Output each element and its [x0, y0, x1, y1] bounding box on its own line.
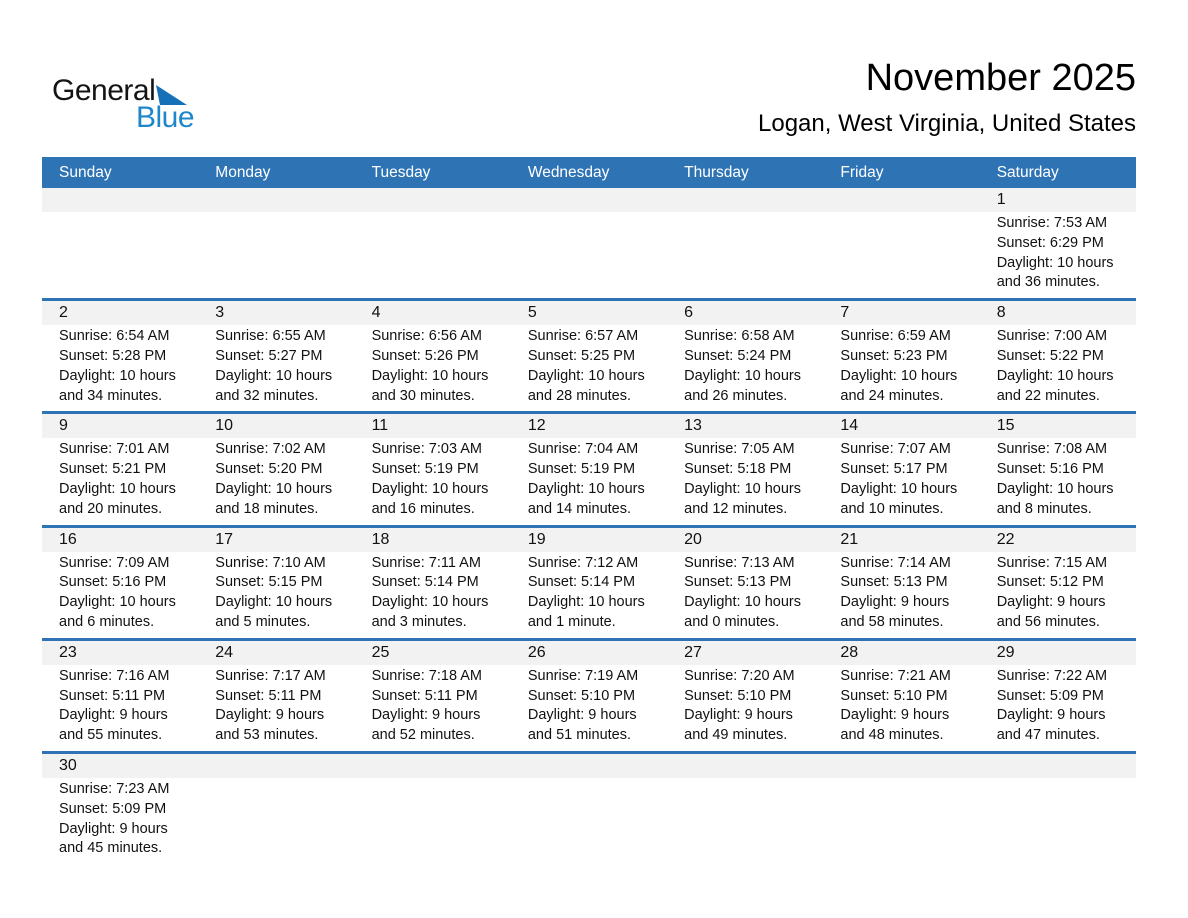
sunrise-text: Sunrise: 7:05 AM: [684, 441, 795, 458]
day-number: [198, 754, 354, 778]
daylight-text-line1: Daylight: 10 hours: [59, 594, 176, 611]
sunset-text: Sunset: 5:14 PM: [527, 574, 636, 591]
day-number: [42, 188, 198, 212]
day-cell: [42, 325, 198, 411]
daylight-text-line1: Daylight: 10 hours: [840, 367, 958, 384]
daylight-text-line2: and 16 minutes.: [371, 500, 475, 517]
day-number: [355, 754, 511, 778]
daylight-text-line2: and 56 minutes.: [996, 613, 1100, 630]
day-cell: [667, 552, 823, 638]
calendar-weeks: [42, 188, 1136, 864]
day-number: 21: [840, 530, 859, 548]
daylight-text-line2: and 48 minutes.: [840, 727, 944, 744]
sunset-text: Sunset: 5:20 PM: [215, 461, 323, 478]
day-number: 15: [996, 417, 1015, 435]
daylight-text-line1: Daylight: 10 hours: [215, 367, 333, 384]
day-cell: [42, 778, 198, 864]
daylight-text-line1: Daylight: 10 hours: [684, 480, 801, 497]
sunrise-text: Sunrise: 7:10 AM: [215, 554, 326, 571]
empty-day-cell: [667, 778, 823, 864]
sunset-text: Sunset: 5:23 PM: [840, 347, 948, 364]
location-subtitle: Logan, West Virginia, United States: [758, 109, 1136, 137]
daylight-text-line1: Daylight: 10 hours: [684, 367, 801, 384]
daylight-text-line2: and 18 minutes.: [215, 500, 319, 517]
sunrise-text: Sunrise: 7:22 AM: [996, 667, 1108, 684]
daylight-text-line2: and 28 minutes.: [527, 387, 632, 404]
sunrise-text: Sunrise: 6:59 AM: [840, 328, 951, 345]
empty-day-cell: [511, 212, 667, 298]
day-number: 29: [996, 643, 1015, 661]
weekday-wednesday: Wednesday: [527, 163, 610, 181]
day-number: 10: [215, 417, 234, 435]
sunset-text: Sunset: 5:19 PM: [527, 461, 636, 478]
day-cell: [511, 438, 667, 524]
daylight-text-line1: Daylight: 10 hours: [527, 594, 645, 611]
empty-day-cell: [980, 778, 1136, 864]
day-cell: [823, 552, 979, 638]
daylight-text-line2: and 55 minutes.: [59, 727, 163, 744]
sunrise-text: Sunrise: 7:11 AM: [371, 554, 481, 571]
daylight-text-line2: and 14 minutes.: [527, 500, 632, 517]
day-number: 25: [371, 643, 390, 661]
daylight-text-line2: and 58 minutes.: [840, 613, 944, 630]
sunrise-text: Sunrise: 7:00 AM: [996, 328, 1108, 345]
day-number: 4: [371, 304, 381, 322]
month-title: November 2025: [865, 57, 1136, 99]
day-cell: [980, 438, 1136, 524]
day-cell: [42, 665, 198, 751]
date-number-band: [42, 188, 1136, 212]
sunrise-text: Sunrise: 7:03 AM: [371, 441, 482, 458]
daylight-text-line1: Daylight: 10 hours: [215, 480, 333, 497]
day-cell: [355, 552, 511, 638]
day-number: 23: [59, 643, 77, 661]
sunset-text: Sunset: 5:09 PM: [996, 687, 1104, 704]
sunrise-text: Sunrise: 6:58 AM: [684, 328, 795, 345]
sunrise-text: Sunrise: 7:18 AM: [371, 667, 482, 684]
sunrise-text: Sunrise: 7:19 AM: [527, 667, 639, 684]
weekday-saturday: Saturday: [996, 163, 1059, 181]
day-cell: [198, 438, 354, 524]
day-cell: [667, 438, 823, 524]
day-number: 20: [684, 530, 702, 548]
sunset-text: Sunset: 5:24 PM: [684, 347, 792, 364]
sunrise-text: Sunrise: 7:09 AM: [59, 554, 170, 571]
sunset-text: Sunset: 5:19 PM: [371, 461, 479, 478]
daylight-text-line1: Daylight: 9 hours: [840, 707, 950, 724]
day-details-row: [42, 212, 1136, 298]
sunset-text: Sunset: 5:15 PM: [215, 574, 323, 591]
general-blue-logo: [52, 74, 194, 135]
day-cell: [511, 665, 667, 751]
sunset-text: Sunset: 5:10 PM: [684, 687, 792, 704]
sunrise-text: Sunrise: 7:21 AM: [840, 667, 951, 684]
sunset-text: Sunset: 5:10 PM: [527, 687, 636, 704]
day-cell: [42, 552, 198, 638]
sunrise-text: Sunrise: 7:04 AM: [527, 441, 639, 458]
sunset-text: Sunset: 6:29 PM: [996, 234, 1104, 251]
weekday-friday: Friday: [840, 163, 884, 181]
day-number: 17: [215, 530, 234, 548]
week-row: [42, 528, 1136, 641]
day-details-row: [42, 438, 1136, 524]
day-cell: [980, 325, 1136, 411]
sunset-text: Sunset: 5:11 PM: [215, 687, 322, 704]
daylight-text-line2: and 5 minutes.: [215, 613, 311, 630]
empty-day-cell: [667, 212, 823, 298]
daylight-text-line1: Daylight: 10 hours: [371, 367, 489, 384]
day-cell: [511, 325, 667, 411]
daylight-text-line1: Daylight: 10 hours: [371, 480, 489, 497]
sunset-text: Sunset: 5:13 PM: [684, 574, 792, 591]
day-number: [823, 754, 979, 778]
weekday-tuesday: Tuesday: [371, 163, 431, 181]
empty-day-cell: [198, 212, 354, 298]
day-number: 28: [840, 643, 859, 661]
day-number: 24: [215, 643, 234, 661]
day-number: 16: [59, 530, 77, 548]
daylight-text-line1: Daylight: 9 hours: [996, 707, 1106, 724]
sunset-text: Sunset: 5:22 PM: [996, 347, 1104, 364]
day-number: 22: [996, 530, 1015, 548]
sunset-text: Sunset: 5:21 PM: [59, 461, 167, 478]
day-cell: [355, 438, 511, 524]
day-details-row: [42, 552, 1136, 638]
daylight-text-line1: Daylight: 10 hours: [59, 480, 176, 497]
sunrise-text: Sunrise: 7:23 AM: [59, 780, 170, 797]
daylight-text-line2: and 6 minutes.: [59, 613, 155, 630]
daylight-text-line2: and 26 minutes.: [684, 387, 788, 404]
sunset-text: Sunset: 5:13 PM: [840, 574, 948, 591]
day-number: 1: [996, 191, 1006, 208]
daylight-text-line1: Daylight: 10 hours: [996, 480, 1114, 497]
sunrise-text: Sunrise: 7:16 AM: [59, 667, 170, 684]
day-cell: [667, 665, 823, 751]
day-number: [355, 188, 511, 212]
daylight-text-line1: Daylight: 9 hours: [215, 707, 325, 724]
daylight-text-line2: and 45 minutes.: [59, 840, 163, 857]
day-cell: [980, 665, 1136, 751]
sunset-text: Sunset: 5:17 PM: [840, 461, 948, 478]
daylight-text-line2: and 22 minutes.: [996, 387, 1100, 404]
empty-day-cell: [42, 212, 198, 298]
day-details-row: [42, 665, 1136, 751]
day-number: [667, 754, 823, 778]
day-cell: [198, 552, 354, 638]
daylight-text-line1: Daylight: 10 hours: [996, 254, 1114, 271]
daylight-text-line1: Daylight: 9 hours: [840, 594, 950, 611]
sunrise-text: Sunrise: 7:08 AM: [996, 441, 1108, 458]
empty-day-cell: [511, 778, 667, 864]
sunrise-text: Sunrise: 7:01 AM: [59, 441, 170, 458]
daylight-text-line2: and 36 minutes.: [996, 274, 1100, 291]
daylight-text-line1: Daylight: 9 hours: [59, 707, 168, 724]
daylight-text-line2: and 53 minutes.: [215, 727, 319, 744]
day-number: 19: [527, 530, 546, 548]
day-number: [511, 754, 667, 778]
day-number: 27: [684, 643, 702, 661]
sunrise-text: Sunrise: 7:15 AM: [996, 554, 1108, 571]
daylight-text-line1: Daylight: 10 hours: [215, 594, 333, 611]
day-number: 3: [215, 304, 225, 322]
day-number: 2: [59, 304, 68, 322]
date-number-band: [42, 754, 1136, 778]
sunrise-text: Sunrise: 6:54 AM: [59, 328, 170, 345]
day-number: 18: [371, 530, 390, 548]
daylight-text-line1: Daylight: 9 hours: [996, 594, 1106, 611]
day-number: 8: [996, 304, 1006, 322]
daylight-text-line1: Daylight: 10 hours: [527, 367, 645, 384]
day-number: 6: [684, 304, 694, 322]
week-row: [42, 414, 1136, 527]
day-number: 5: [527, 304, 537, 322]
calendar-grid: [42, 157, 1136, 864]
day-number: [198, 188, 354, 212]
daylight-text-line2: and 34 minutes.: [59, 387, 163, 404]
day-cell: [198, 325, 354, 411]
empty-day-cell: [355, 212, 511, 298]
daylight-text-line2: and 0 minutes.: [684, 613, 780, 630]
week-row: [42, 754, 1136, 864]
daylight-text-line2: and 30 minutes.: [371, 387, 475, 404]
sunset-text: Sunset: 5:11 PM: [371, 687, 478, 704]
day-number: 30: [59, 756, 77, 774]
day-number: [980, 754, 1136, 778]
daylight-text-line2: and 1 minute.: [527, 613, 616, 630]
daylight-text-line1: Daylight: 9 hours: [684, 707, 793, 724]
sunrise-text: Sunrise: 7:07 AM: [840, 441, 951, 458]
day-number: [667, 188, 823, 212]
daylight-text-line2: and 12 minutes.: [684, 500, 788, 517]
logo-text-blue: Blue: [136, 101, 195, 134]
sunrise-text: Sunrise: 7:14 AM: [840, 554, 951, 571]
daylight-text-line2: and 51 minutes.: [527, 727, 632, 744]
daylight-text-line2: and 20 minutes.: [59, 500, 163, 517]
day-cell: [355, 665, 511, 751]
sunset-text: Sunset: 5:25 PM: [527, 347, 636, 364]
date-number-band: [42, 301, 1136, 325]
daylight-text-line2: and 10 minutes.: [840, 500, 944, 517]
daylight-text-line2: and 8 minutes.: [996, 500, 1092, 517]
daylight-text-line1: Daylight: 10 hours: [684, 594, 801, 611]
sunset-text: Sunset: 5:27 PM: [215, 347, 323, 364]
empty-day-cell: [355, 778, 511, 864]
day-number: [511, 188, 667, 212]
date-number-band: [42, 641, 1136, 665]
header-titles: [758, 58, 1136, 138]
day-cell: [355, 325, 511, 411]
empty-day-cell: [198, 778, 354, 864]
daylight-text-line2: and 47 minutes.: [996, 727, 1100, 744]
daylight-text-line2: and 24 minutes.: [840, 387, 944, 404]
daylight-text-line1: Daylight: 9 hours: [59, 820, 168, 837]
sunrise-text: Sunrise: 7:02 AM: [215, 441, 326, 458]
day-cell: [823, 325, 979, 411]
day-cell: [198, 665, 354, 751]
day-details-row: [42, 325, 1136, 411]
sunset-text: Sunset: 5:28 PM: [59, 347, 167, 364]
week-row: [42, 188, 1136, 301]
day-number: 11: [371, 417, 389, 435]
weekday-sunday: Sunday: [59, 163, 112, 181]
day-cell: [980, 212, 1136, 298]
daylight-text-line1: Daylight: 9 hours: [527, 707, 637, 724]
sunset-text: Sunset: 5:10 PM: [840, 687, 948, 704]
sunset-text: Sunset: 5:16 PM: [996, 461, 1104, 478]
daylight-text-line2: and 49 minutes.: [684, 727, 788, 744]
sunset-text: Sunset: 5:26 PM: [371, 347, 479, 364]
sunrise-text: Sunrise: 6:55 AM: [215, 328, 326, 345]
daylight-text-line1: Daylight: 10 hours: [840, 480, 958, 497]
weekday-header-row: [42, 157, 1136, 188]
day-number: 26: [527, 643, 546, 661]
day-number: [823, 188, 979, 212]
day-cell: [823, 438, 979, 524]
sunrise-text: Sunrise: 7:13 AM: [684, 554, 795, 571]
sunset-text: Sunset: 5:18 PM: [684, 461, 792, 478]
day-cell: [667, 325, 823, 411]
daylight-text-line2: and 3 minutes.: [371, 613, 467, 630]
daylight-text-line1: Daylight: 9 hours: [371, 707, 481, 724]
sunrise-text: Sunrise: 6:57 AM: [527, 328, 639, 345]
day-cell: [823, 665, 979, 751]
daylight-text-line2: and 32 minutes.: [215, 387, 319, 404]
date-number-band: [42, 528, 1136, 552]
empty-day-cell: [823, 778, 979, 864]
sunrise-text: Sunrise: 7:53 AM: [996, 215, 1108, 231]
daylight-text-line2: and 52 minutes.: [371, 727, 475, 744]
day-number: 14: [840, 417, 859, 435]
sunset-text: Sunset: 5:11 PM: [59, 687, 166, 704]
weekday-thursday: Thursday: [684, 163, 749, 181]
logo-text-general: General: [52, 74, 156, 107]
sunset-text: Sunset: 5:12 PM: [996, 574, 1104, 591]
sunset-text: Sunset: 5:14 PM: [371, 574, 479, 591]
weekday-monday: Monday: [215, 163, 271, 181]
daylight-text-line1: Daylight: 10 hours: [371, 594, 489, 611]
empty-day-cell: [823, 212, 979, 298]
sunrise-text: Sunrise: 7:12 AM: [527, 554, 639, 571]
day-details-row: [42, 778, 1136, 864]
daylight-text-line1: Daylight: 10 hours: [527, 480, 645, 497]
day-number: 12: [527, 417, 546, 435]
sunrise-text: Sunrise: 7:20 AM: [684, 667, 795, 684]
day-cell: [42, 438, 198, 524]
sunrise-text: Sunrise: 7:17 AM: [215, 667, 326, 684]
sunset-text: Sunset: 5:09 PM: [59, 800, 167, 817]
sunrise-text: Sunrise: 6:56 AM: [371, 328, 482, 345]
day-number: 7: [840, 304, 850, 322]
day-number: 13: [684, 417, 702, 435]
daylight-text-line1: Daylight: 10 hours: [996, 367, 1114, 384]
week-row: [42, 641, 1136, 754]
day-number: 9: [59, 417, 68, 435]
date-number-band: [42, 414, 1136, 438]
day-cell: [511, 552, 667, 638]
day-cell: [980, 552, 1136, 638]
daylight-text-line1: Daylight: 10 hours: [59, 367, 176, 384]
week-row: [42, 301, 1136, 414]
sunset-text: Sunset: 5:16 PM: [59, 574, 167, 591]
